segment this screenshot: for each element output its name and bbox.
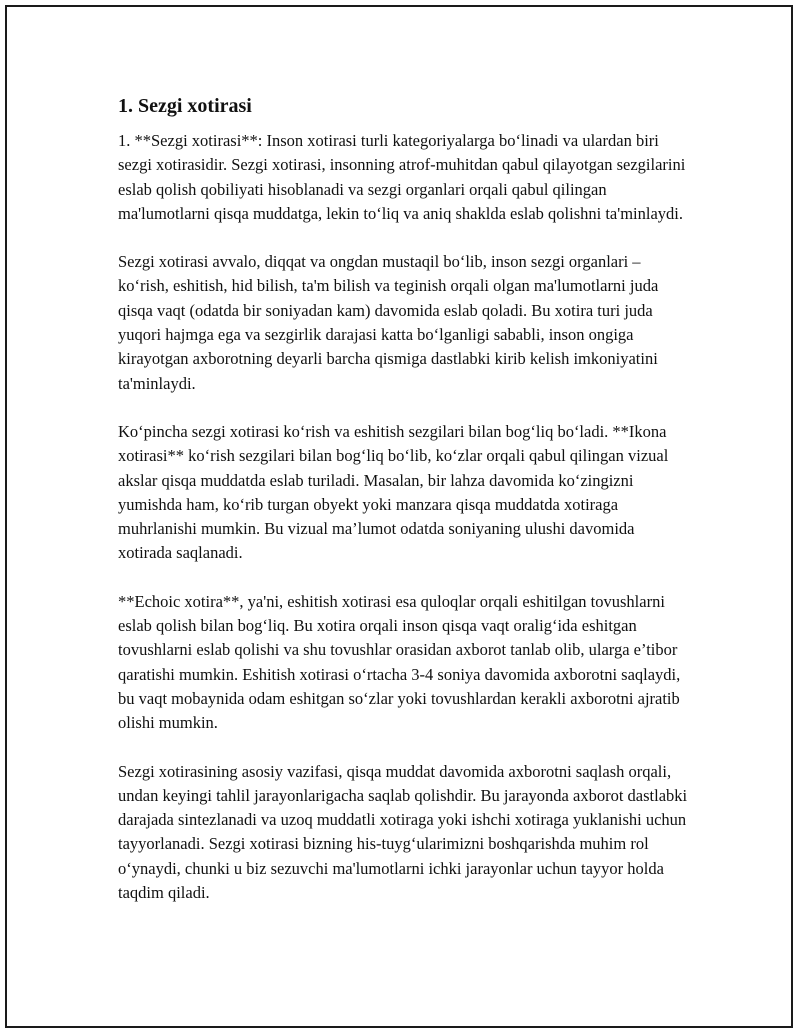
document-body xyxy=(118,93,690,929)
paragraph-echoic-memory: **Echoic xotira**, ya'ni, eshitish xotirasi esa quloqlar orqali eshitilgan tovushlarni eslab qolish bilan bog‘liq. Bu xotira orqali inson qisqa vaqt oralig‘ida eshitgan tovushlarni eslab qolishi va shu tovushlar orasidan axborot tanlab olib, ularga e’tibor qaratishi mumkin. Eshitish xotirasi o‘rtacha 3-4 soniya davomida axborotni saqlaydi, bu vaqt mobaynida odam eshitgan so‘zlar yoki tovushlardan kerakli axborotni ajratib olishi mumkin. xyxy=(118,591,681,733)
section-heading: 1. Sezgi xotirasi xyxy=(118,95,252,117)
paragraph-function: Sezgi xotirasining asosiy vazifasi, qisqa muddat davomida axborotni saqlash orqali, undan keyingi tahlil jarayonlarigacha saqlab qolishdir. Bu jarayonda axborot dastlabki darajada sintezlanadi va uzoq muddatli xotiraga yoki ishchi xotiraga yuklanishi uchun tayyorlanadi. Sezgi xotirasi bizning his-tuyg‘ularimizni boshqarishda muhim rol o‘ynaydi, chunki u biz sezuvchi ma'lumotlarni ichki jarayonlar uchun tayyor holda taqdim qiladi. xyxy=(118,761,688,903)
paragraph-iconic-memory: Ko‘pincha sezgi xotirasi ko‘rish va eshitish sezgilari bilan bog‘liq bo‘ladi. **Ikona xotirasi** ko‘rish sezgilari bilan bog‘liq bo‘lib, ko‘zlar orqali qabul qilingan vizual akslar qisqa muddatda eslab turiladi. Masalan, bir lahza davomida ko‘zingizni yumishda ham, ko‘rib turgan obyekt yoki manzara qisqa muddatda xotiraga muhrlanishi mumkin. Bu vizual ma’lumot odatda soniyaning ulushi davomida xotirada saqlanadi. xyxy=(118,421,669,563)
paragraph-intro: 1. **Sezgi xotirasi**: Inson xotirasi turli kategoriyalarga bo‘linadi va ulardan biri sezgi xotirasidir. Sezgi xotirasi, insonning atrof-muhitdan qabul qilayotgan sezgilarini eslab qolish qobiliyati hisoblanadi va sezgi organlari orqali qabul qilingan ma'lumotlarni qisqa muddatga, lekin to‘liq va aniq shaklda eslab qolishni ta'minlaydi. xyxy=(118,131,686,223)
paragraph-properties: Sezgi xotirasi avvalo, diqqat va ongdan mustaqil bo‘lib, inson sezgi organlari – ko‘rish, eshitish, hid bilish, ta'm bilish va teginish orqali olgan ma'lumotlarni juda qisqa vaqt (odatda bir soniyadan kam) davomida eslab qoladi. Bu xotira turi juda yuqori hajmga ega va sezgirlik darajasi katta bo‘lganligi sababli, inson ongiga kirayotgan axborotning deyarli barcha qismiga dastlabki kirib kelish imkoniyatini ta'minlaydi. xyxy=(118,252,659,393)
